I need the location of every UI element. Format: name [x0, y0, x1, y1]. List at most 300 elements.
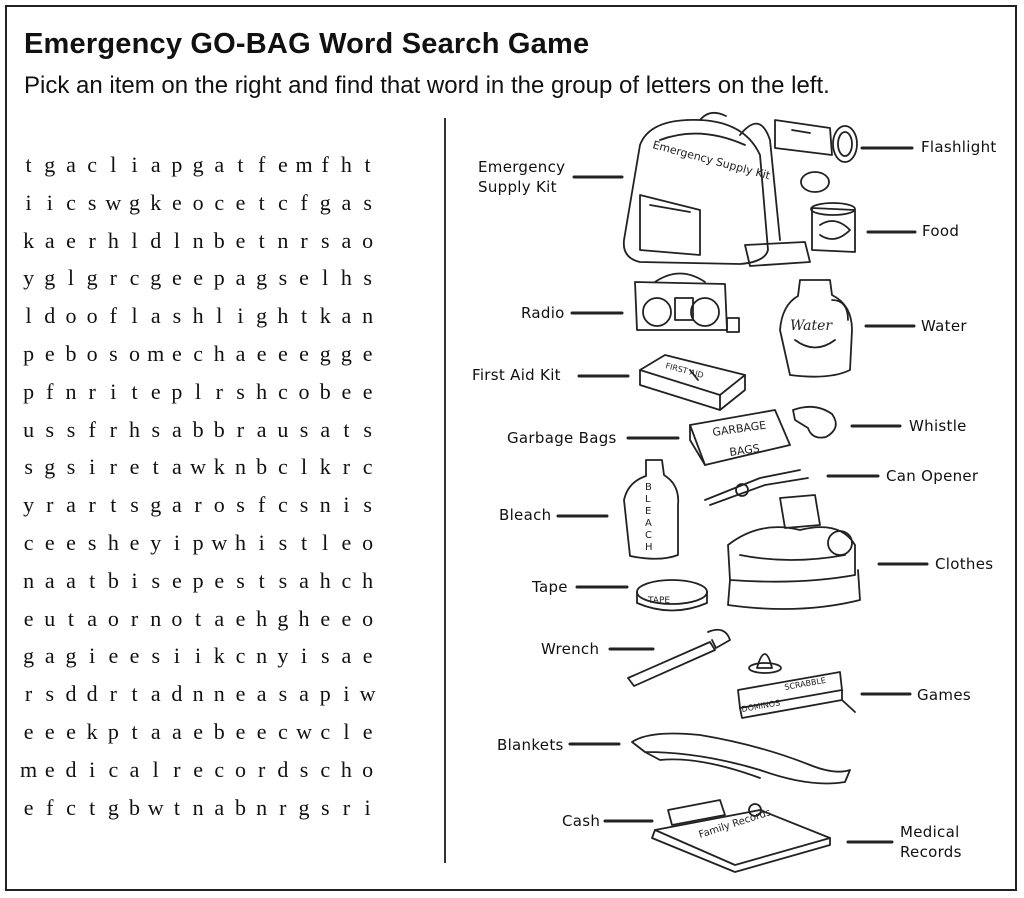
- grid-letter[interactable]: p: [319, 681, 331, 707]
- grid-letter[interactable]: e: [23, 605, 34, 631]
- grid-letter[interactable]: g: [86, 265, 98, 291]
- grid-letter[interactable]: f: [300, 189, 308, 215]
- grid-letter[interactable]: o: [213, 492, 225, 518]
- grid-letter[interactable]: t: [25, 152, 32, 177]
- grid-letter[interactable]: t: [110, 492, 117, 518]
- grid-letter[interactable]: s: [299, 756, 309, 782]
- grid-letter[interactable]: f: [109, 303, 117, 329]
- grid-letter[interactable]: a: [66, 567, 76, 593]
- item-label-cash[interactable]: Cash: [562, 812, 601, 830]
- grid-letter[interactable]: d: [150, 227, 162, 253]
- grid-letter[interactable]: l: [131, 227, 138, 253]
- grid-letter[interactable]: g: [319, 189, 331, 215]
- grid-letter[interactable]: a: [341, 227, 352, 253]
- grid-letter[interactable]: e: [172, 189, 182, 215]
- grid-letter[interactable]: p: [23, 340, 35, 366]
- grid-letter[interactable]: r: [109, 454, 117, 480]
- grid-letter[interactable]: o: [86, 340, 98, 366]
- grid-letter[interactable]: i: [131, 152, 138, 177]
- grid-letter[interactable]: i: [173, 643, 180, 669]
- grid-letter[interactable]: b: [256, 454, 268, 480]
- grid-letter[interactable]: l: [67, 265, 75, 291]
- grid-letter[interactable]: g: [192, 152, 204, 177]
- grid-letter[interactable]: e: [193, 265, 203, 291]
- grid-letter[interactable]: s: [320, 643, 330, 669]
- grid-letter[interactable]: s: [151, 643, 160, 669]
- grid-letter[interactable]: t: [89, 794, 96, 820]
- grid-letter[interactable]: p: [171, 152, 183, 177]
- grid-letter[interactable]: i: [343, 681, 350, 707]
- grid-letter[interactable]: s: [236, 567, 245, 593]
- grid-letter[interactable]: g: [44, 454, 56, 480]
- grid-letter[interactable]: s: [299, 416, 309, 442]
- grid-letter[interactable]: t: [364, 152, 371, 177]
- grid-letter[interactable]: d: [86, 681, 98, 707]
- grid-letter[interactable]: n: [362, 303, 374, 329]
- grid-letter[interactable]: i: [89, 643, 96, 669]
- item-label-whistle[interactable]: Whistle: [909, 417, 967, 435]
- grid-letter[interactable]: a: [256, 681, 267, 707]
- grid-letter[interactable]: a: [341, 189, 352, 215]
- grid-letter[interactable]: e: [172, 265, 182, 291]
- grid-letter[interactable]: a: [172, 416, 182, 442]
- grid-letter[interactable]: e: [341, 378, 352, 404]
- grid-letter[interactable]: h: [107, 529, 119, 555]
- grid-letter[interactable]: s: [109, 340, 118, 366]
- grid-letter[interactable]: n: [213, 681, 225, 707]
- grid-letter[interactable]: i: [195, 643, 202, 669]
- grid-letter[interactable]: e: [256, 340, 267, 366]
- grid-letter[interactable]: l: [322, 529, 329, 555]
- grid-letter[interactable]: h: [340, 265, 352, 291]
- grid-letter[interactable]: a: [235, 265, 246, 291]
- grid-letter[interactable]: r: [194, 492, 202, 518]
- grid-letter[interactable]: s: [278, 265, 288, 291]
- grid-letter[interactable]: l: [216, 303, 223, 329]
- grid-letter[interactable]: t: [300, 529, 308, 555]
- grid-letter[interactable]: c: [277, 454, 288, 480]
- grid-letter[interactable]: l: [131, 303, 138, 329]
- grid-letter[interactable]: o: [362, 529, 374, 555]
- grid-letter[interactable]: a: [299, 567, 309, 593]
- grid-letter[interactable]: h: [256, 605, 268, 631]
- grid-letter[interactable]: l: [300, 454, 308, 480]
- grid-letter[interactable]: c: [129, 265, 140, 291]
- grid-letter[interactable]: r: [342, 794, 351, 820]
- grid-letter[interactable]: a: [150, 303, 161, 329]
- grid-letter[interactable]: n: [192, 794, 204, 820]
- grid-letter[interactable]: g: [23, 643, 35, 669]
- grid-letter[interactable]: o: [362, 605, 374, 631]
- grid-letter[interactable]: e: [277, 340, 288, 366]
- grid-letter[interactable]: t: [237, 152, 244, 177]
- grid-letter[interactable]: o: [362, 756, 374, 782]
- grid-letter[interactable]: e: [44, 718, 55, 744]
- grid-letter[interactable]: k: [150, 189, 162, 215]
- grid-letter[interactable]: i: [131, 567, 138, 593]
- grid-letter[interactable]: r: [109, 416, 117, 442]
- grid-letter[interactable]: h: [340, 152, 352, 177]
- grid-letter[interactable]: u: [44, 605, 56, 631]
- grid-letter[interactable]: f: [88, 416, 96, 442]
- grid-letter[interactable]: t: [258, 567, 265, 593]
- grid-letter[interactable]: p: [192, 529, 204, 555]
- item-label-blankets[interactable]: Blankets: [497, 736, 564, 754]
- grid-letter[interactable]: e: [150, 378, 161, 404]
- grid-letter[interactable]: k: [319, 454, 331, 480]
- grid-letter[interactable]: e: [362, 643, 373, 669]
- grid-letter[interactable]: f: [46, 794, 54, 820]
- item-label-garbage-bags[interactable]: Garbage Bags: [507, 429, 617, 447]
- grid-letter[interactable]: e: [172, 340, 182, 366]
- item-label-can-opener[interactable]: Can Opener: [886, 467, 979, 485]
- grid-letter[interactable]: o: [298, 378, 310, 404]
- grid-letter[interactable]: e: [362, 340, 373, 366]
- grid-letter[interactable]: a: [44, 567, 55, 593]
- grid-letter[interactable]: s: [172, 303, 182, 329]
- grid-letter[interactable]: b: [129, 794, 141, 820]
- grid-letter[interactable]: e: [129, 529, 140, 555]
- grid-letter[interactable]: g: [256, 265, 268, 291]
- grid-letter[interactable]: u: [23, 416, 35, 442]
- grid-letter[interactable]: b: [192, 416, 204, 442]
- item-label-tape[interactable]: Tape: [532, 578, 568, 596]
- grid-letter[interactable]: a: [150, 152, 161, 177]
- grid-letter[interactable]: e: [341, 605, 352, 631]
- grid-letter[interactable]: s: [24, 454, 33, 480]
- grid-letter[interactable]: r: [342, 454, 351, 480]
- grid-letter[interactable]: l: [343, 718, 350, 744]
- grid-letter[interactable]: b: [213, 718, 225, 744]
- grid-letter[interactable]: t: [131, 378, 138, 404]
- grid-letter[interactable]: e: [193, 756, 203, 782]
- grid-letter[interactable]: h: [277, 303, 289, 329]
- grid-letter[interactable]: e: [23, 794, 34, 820]
- grid-letter[interactable]: h: [234, 529, 246, 555]
- grid-letter[interactable]: k: [86, 718, 98, 744]
- grid-letter[interactable]: r: [46, 492, 54, 518]
- grid-letter[interactable]: c: [66, 189, 76, 215]
- grid-letter[interactable]: a: [150, 681, 161, 707]
- grid-letter[interactable]: a: [341, 303, 352, 329]
- grid-letter[interactable]: e: [256, 718, 267, 744]
- grid-letter[interactable]: e: [193, 718, 203, 744]
- grid-letter[interactable]: s: [66, 454, 76, 480]
- grid-letter[interactable]: d: [171, 681, 183, 707]
- grid-letter[interactable]: h: [340, 756, 352, 782]
- grid-letter[interactable]: b: [234, 794, 246, 820]
- grid-letter[interactable]: a: [150, 718, 161, 744]
- grid-letter[interactable]: t: [258, 227, 265, 253]
- grid-letter[interactable]: s: [299, 492, 309, 518]
- grid-letter[interactable]: a: [87, 605, 98, 631]
- grid-letter[interactable]: g: [319, 340, 331, 366]
- grid-letter[interactable]: s: [236, 492, 245, 518]
- grid-letter[interactable]: e: [66, 529, 76, 555]
- grid-letter[interactable]: c: [341, 567, 352, 593]
- grid-letter[interactable]: e: [108, 643, 119, 669]
- grid-letter[interactable]: a: [66, 492, 76, 518]
- grid-letter[interactable]: n: [192, 227, 204, 253]
- grid-letter[interactable]: a: [299, 681, 309, 707]
- grid-letter[interactable]: e: [320, 605, 331, 631]
- grid-letter[interactable]: c: [235, 643, 246, 669]
- grid-letter[interactable]: b: [107, 567, 119, 593]
- item-label-water[interactable]: Water: [921, 317, 967, 335]
- grid-letter[interactable]: g: [277, 605, 289, 631]
- grid-letter[interactable]: t: [195, 605, 202, 631]
- grid-letter[interactable]: g: [44, 265, 56, 291]
- grid-letter[interactable]: e: [235, 227, 246, 253]
- grid-letter[interactable]: r: [300, 227, 308, 253]
- grid-letter[interactable]: y: [150, 529, 162, 555]
- grid-letter[interactable]: r: [279, 794, 287, 820]
- grid-letter[interactable]: o: [192, 189, 204, 215]
- grid-letter[interactable]: e: [362, 718, 373, 744]
- grid-letter[interactable]: l: [195, 378, 202, 404]
- grid-letter[interactable]: g: [256, 303, 268, 329]
- grid-letter[interactable]: d: [65, 681, 77, 707]
- grid-letter[interactable]: t: [67, 605, 75, 631]
- grid-letter[interactable]: i: [237, 303, 244, 329]
- grid-letter[interactable]: w: [211, 529, 228, 555]
- item-label-clothes[interactable]: Clothes: [935, 555, 994, 573]
- grid-letter[interactable]: d: [65, 756, 77, 782]
- grid-letter[interactable]: s: [45, 416, 55, 442]
- grid-letter[interactable]: n: [65, 378, 77, 404]
- grid-letter[interactable]: k: [319, 303, 331, 329]
- grid-letter[interactable]: s: [87, 189, 97, 215]
- grid-letter[interactable]: s: [278, 529, 288, 555]
- grid-letter[interactable]: l: [152, 756, 159, 782]
- grid-letter[interactable]: y: [23, 265, 35, 291]
- grid-letter[interactable]: a: [214, 605, 225, 631]
- grid-letter[interactable]: a: [214, 794, 225, 820]
- grid-letter[interactable]: a: [172, 454, 182, 480]
- grid-letter[interactable]: s: [87, 529, 97, 555]
- grid-letter[interactable]: f: [257, 492, 266, 518]
- grid-letter[interactable]: s: [66, 416, 76, 442]
- grid-letter[interactable]: e: [172, 567, 182, 593]
- grid-letter[interactable]: g: [340, 340, 352, 366]
- grid-letter[interactable]: t: [258, 189, 265, 215]
- grid-letter[interactable]: e: [299, 340, 309, 366]
- item-label-medical-records[interactable]: Medical Records: [900, 823, 962, 861]
- grid-letter[interactable]: h: [319, 567, 331, 593]
- grid-letter[interactable]: t: [173, 794, 180, 820]
- grid-letter[interactable]: e: [129, 454, 140, 480]
- grid-letter[interactable]: h: [256, 378, 268, 404]
- grid-letter[interactable]: l: [322, 265, 329, 291]
- grid-letter[interactable]: a: [320, 416, 331, 442]
- grid-letter[interactable]: r: [173, 756, 181, 782]
- grid-letter[interactable]: e: [235, 605, 246, 631]
- grid-letter[interactable]: s: [236, 378, 245, 404]
- grid-letter[interactable]: c: [214, 189, 225, 215]
- grid-letter[interactable]: a: [235, 340, 246, 366]
- grid-letter[interactable]: g: [107, 794, 119, 820]
- grid-letter[interactable]: n: [256, 643, 268, 669]
- grid-letter[interactable]: t: [152, 454, 159, 480]
- grid-letter[interactable]: u: [277, 416, 289, 442]
- grid-letter[interactable]: t: [300, 303, 308, 329]
- grid-letter[interactable]: a: [341, 643, 352, 669]
- grid-letter[interactable]: h: [192, 303, 204, 329]
- grid-letter[interactable]: e: [341, 529, 352, 555]
- grid-letter[interactable]: n: [23, 567, 35, 593]
- grid-letter[interactable]: r: [88, 227, 96, 253]
- grid-letter[interactable]: c: [66, 794, 76, 820]
- grid-letter[interactable]: e: [235, 681, 246, 707]
- grid-letter[interactable]: g: [44, 152, 56, 177]
- grid-letter[interactable]: p: [171, 378, 183, 404]
- grid-letter[interactable]: h: [298, 605, 310, 631]
- grid-letter[interactable]: d: [44, 303, 56, 329]
- grid-letter[interactable]: c: [277, 189, 288, 215]
- grid-letter[interactable]: g: [150, 492, 162, 518]
- grid-letter[interactable]: a: [129, 756, 140, 782]
- grid-letter[interactable]: r: [88, 378, 96, 404]
- grid-letter[interactable]: r: [24, 681, 33, 707]
- grid-letter[interactable]: b: [213, 227, 225, 253]
- grid-letter[interactable]: t: [131, 681, 138, 707]
- grid-letter[interactable]: w: [147, 794, 164, 820]
- grid-letter[interactable]: i: [46, 189, 53, 215]
- grid-letter[interactable]: a: [44, 643, 55, 669]
- grid-letter[interactable]: e: [235, 189, 246, 215]
- grid-letter[interactable]: i: [89, 756, 96, 782]
- grid-letter[interactable]: m: [295, 152, 313, 177]
- item-label-radio[interactable]: Radio: [521, 304, 565, 322]
- grid-letter[interactable]: f: [257, 152, 266, 177]
- grid-letter[interactable]: e: [235, 718, 246, 744]
- grid-letter[interactable]: r: [109, 681, 117, 707]
- grid-letter[interactable]: c: [23, 529, 34, 555]
- grid-letter[interactable]: g: [150, 265, 162, 291]
- grid-letter[interactable]: p: [213, 265, 225, 291]
- item-label-first-aid-kit[interactable]: First Aid Kit: [472, 366, 561, 384]
- grid-letter[interactable]: t: [89, 567, 96, 593]
- grid-letter[interactable]: p: [107, 718, 119, 744]
- grid-letter[interactable]: i: [364, 794, 371, 820]
- grid-letter[interactable]: c: [362, 454, 373, 480]
- grid-letter[interactable]: n: [192, 681, 204, 707]
- grid-letter[interactable]: m: [147, 340, 165, 366]
- grid-letter[interactable]: r: [130, 605, 139, 631]
- grid-letter[interactable]: c: [277, 718, 288, 744]
- grid-letter[interactable]: y: [277, 643, 289, 669]
- item-label-emergency-supply-kit[interactable]: Emergency Supply Kit: [478, 158, 566, 196]
- grid-letter[interactable]: e: [277, 152, 288, 177]
- grid-letter[interactable]: o: [65, 303, 77, 329]
- item-label-food[interactable]: Food: [922, 222, 960, 240]
- grid-letter[interactable]: b: [65, 340, 77, 366]
- grid-letter[interactable]: l: [25, 303, 32, 329]
- grid-letter[interactable]: f: [46, 378, 54, 404]
- grid-letter[interactable]: e: [214, 567, 225, 593]
- item-label-games[interactable]: Games: [917, 686, 971, 704]
- grid-letter[interactable]: e: [362, 378, 373, 404]
- grid-letter[interactable]: o: [171, 605, 183, 631]
- grid-letter[interactable]: t: [343, 416, 350, 442]
- grid-letter[interactable]: s: [363, 416, 372, 442]
- grid-letter[interactable]: f: [321, 152, 329, 177]
- grid-letter[interactable]: s: [363, 189, 372, 215]
- grid-letter[interactable]: s: [363, 265, 372, 291]
- grid-letter[interactable]: c: [214, 756, 225, 782]
- grid-letter[interactable]: s: [151, 567, 160, 593]
- grid-letter[interactable]: s: [130, 492, 139, 518]
- grid-letter[interactable]: s: [278, 681, 288, 707]
- grid-letter[interactable]: i: [343, 492, 350, 518]
- item-label-wrench[interactable]: Wrench: [541, 640, 600, 658]
- grid-letter[interactable]: k: [213, 643, 225, 669]
- grid-letter[interactable]: c: [320, 718, 331, 744]
- grid-letter[interactable]: r: [109, 265, 117, 291]
- grid-letter[interactable]: t: [131, 718, 138, 744]
- grid-letter[interactable]: k: [23, 227, 35, 253]
- grid-letter[interactable]: k: [213, 454, 225, 480]
- grid-letter[interactable]: w: [190, 454, 207, 480]
- grid-letter[interactable]: e: [44, 529, 55, 555]
- grid-letter[interactable]: m: [20, 756, 38, 782]
- grid-letter[interactable]: c: [87, 152, 98, 177]
- item-label-bleach[interactable]: Bleach: [499, 506, 552, 524]
- grid-letter[interactable]: a: [66, 152, 76, 177]
- grid-letter[interactable]: w: [105, 189, 122, 215]
- grid-letter[interactable]: r: [257, 756, 266, 782]
- grid-letter[interactable]: h: [213, 340, 225, 366]
- grid-letter[interactable]: w: [296, 718, 312, 744]
- grid-letter[interactable]: e: [44, 340, 55, 366]
- grid-letter[interactable]: w: [359, 681, 376, 707]
- grid-letter[interactable]: l: [173, 227, 180, 253]
- grid-letter[interactable]: d: [277, 756, 289, 782]
- grid-letter[interactable]: e: [23, 718, 34, 744]
- grid-letter[interactable]: s: [320, 227, 330, 253]
- grid-letter[interactable]: s: [151, 416, 160, 442]
- grid-letter[interactable]: o: [234, 756, 246, 782]
- grid-letter[interactable]: n: [319, 492, 331, 518]
- grid-letter[interactable]: i: [25, 189, 32, 215]
- grid-letter[interactable]: i: [258, 529, 265, 555]
- grid-letter[interactable]: p: [192, 567, 204, 593]
- grid-letter[interactable]: c: [320, 756, 331, 782]
- grid-letter[interactable]: c: [108, 756, 119, 782]
- grid-letter[interactable]: n: [234, 454, 246, 480]
- grid-letter[interactable]: o: [107, 605, 119, 631]
- grid-letter[interactable]: h: [362, 567, 374, 593]
- grid-letter[interactable]: i: [300, 643, 308, 669]
- grid-letter[interactable]: s: [320, 794, 330, 820]
- grid-letter[interactable]: c: [193, 340, 203, 366]
- item-label-flashlight[interactable]: Flashlight: [921, 138, 997, 156]
- grid-letter[interactable]: n: [256, 794, 268, 820]
- grid-letter[interactable]: a: [44, 227, 55, 253]
- grid-letter[interactable]: r: [236, 416, 245, 442]
- grid-letter[interactable]: g: [129, 189, 141, 215]
- grid-letter[interactable]: b: [319, 378, 331, 404]
- grid-letter[interactable]: s: [45, 681, 55, 707]
- grid-letter[interactable]: s: [278, 567, 288, 593]
- grid-letter[interactable]: e: [44, 756, 55, 782]
- grid-letter[interactable]: i: [173, 529, 180, 555]
- grid-letter[interactable]: o: [362, 227, 374, 253]
- grid-letter[interactable]: h: [129, 416, 141, 442]
- grid-letter[interactable]: b: [213, 416, 225, 442]
- grid-letter[interactable]: c: [277, 378, 288, 404]
- grid-letter[interactable]: h: [107, 227, 119, 253]
